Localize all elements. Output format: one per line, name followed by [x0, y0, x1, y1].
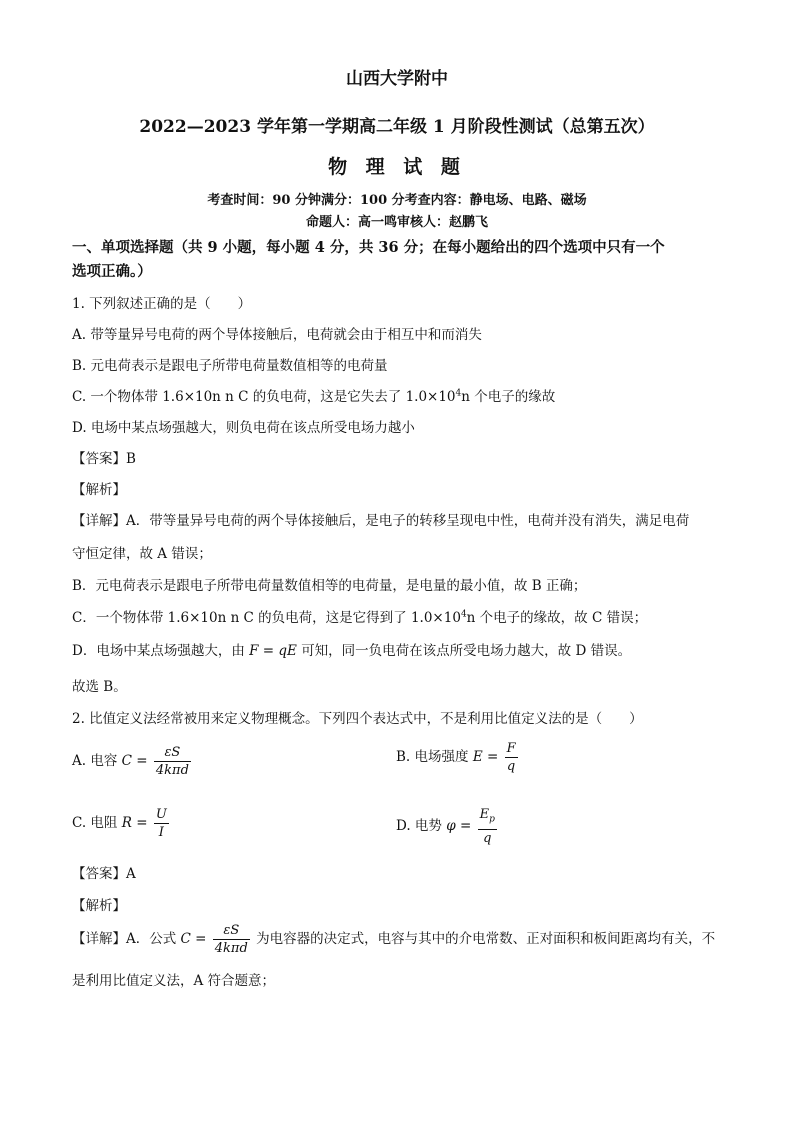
q1-detail-c — [72, 606, 647, 626]
q2-detail-denominator: 4kπd — [214, 941, 248, 956]
exam-title: 2022—2023 学年第一学期高二年级 1 月阶段性测试（总第五次） — [139, 117, 655, 137]
q1-conclusion: 故选 B。 — [72, 679, 127, 695]
q2-detail-suffix: 为电容器的决定式，电容与其中的介电常数、正对面积和板间距离均有关，不 — [256, 931, 716, 947]
q2-option-a-denominator: 4kπd — [155, 763, 189, 778]
q1-option-c-suffix: n 个电子的缘故 — [461, 389, 556, 405]
q1-detail-a-line1: 【详解】A．带等量异号电荷的两个导体接触后，是电子的转移呈现电中性，电荷并没有消失，满足电荷 — [72, 513, 690, 529]
q2-option-b-fraction — [505, 740, 518, 775]
q1-option-a: A. 带等量异号电荷的两个导体接触后，电荷就会由于相互中和而消失 — [72, 327, 482, 343]
q1-option-c-exponent: 4 — [455, 388, 462, 399]
q1-detail-c-suffix: n 个电子的缘故，故 C 错误； — [466, 610, 648, 626]
q1-detail-d-formula: F = qE — [249, 643, 297, 659]
q2-detail-lhs: C = — [180, 931, 207, 947]
q2-detail-line2: 是利用比值定义法，A 符合题意； — [72, 973, 276, 989]
q1-detail-b: B．元电荷表示是跟电子所带电荷量数值相等的电荷量，是电量的最小值，故 B 正确； — [72, 578, 587, 594]
q2-detail-numerator: εS — [213, 922, 250, 940]
q1-detail-d — [72, 639, 631, 659]
q2-option-c-denominator: I — [158, 825, 164, 840]
exam-meta-line1: 考查时间：90 分钟满分：100 分考查内容：静电场、电路、磁场 — [207, 193, 587, 208]
q1-option-b: B. 元电荷表示是跟电子所带电荷量数值相等的电荷量 — [72, 358, 388, 374]
q2-option-c-numerator: U — [155, 807, 167, 822]
q2-option-a-numerator: εS — [154, 744, 191, 762]
section-heading — [72, 236, 732, 284]
section-heading-line2: 选项正确。） — [72, 263, 152, 280]
q2-option-c-fraction — [154, 806, 169, 841]
q2-option-c-lhs: R = — [121, 815, 148, 831]
q2-option-b-denominator: q — [506, 759, 516, 774]
q1-answer: 【答案】B — [72, 451, 136, 467]
q2-detail-line1 — [72, 922, 715, 957]
q2-option-d-denominator: q — [483, 830, 492, 846]
school-name: 山西大学附中 — [346, 69, 448, 89]
q2-option-d-numerator — [478, 806, 497, 830]
subject-title: 物 理 试 题 — [328, 156, 466, 178]
section-heading-line1: 一、单项选择题（共 9 小题，每小题 4 分，共 36 分；在每小题给出的四个选项中只有一个 — [72, 239, 665, 256]
q2-option-d-label: D. 电势 — [396, 817, 442, 834]
q1-stem: 1. 下列叙述正确的是（ ） — [72, 296, 252, 312]
q2-option-b-numerator: F — [506, 741, 516, 756]
q1-detail-c-prefix: C．一个物体带 1.6×10n n C 的负电荷，这是它得到了 1.0×10 — [72, 610, 461, 626]
exam-meta-line2: 命题人：高一鸣审核人：赵鹏飞 — [305, 215, 488, 230]
q2-option-d-numerator-symbol: E — [479, 807, 490, 822]
q2-detail-prefix: 【详解】A．公式 — [72, 931, 177, 947]
q2-option-a-lhs: C = — [121, 753, 148, 769]
q2-option-c — [72, 806, 171, 841]
q2-stem: 2. 比值定义法经常被用来定义物理概念。下列四个表达式中，不是利用比值定义法的是（ ） — [72, 711, 643, 727]
q1-option-c — [72, 385, 555, 405]
q2-option-d-lhs: φ = — [446, 817, 472, 834]
q2-option-c-label: C. 电阻 — [72, 815, 118, 831]
q2-option-d-fraction — [478, 806, 497, 847]
q1-detail-d-prefix: D．电场中某点场强越大，由 — [72, 643, 245, 659]
q1-option-c-prefix: C. 一个物体带 1.6×10n n C 的负电荷，这是它失去了 1.0×10 — [72, 389, 456, 405]
q2-detail-fraction — [213, 922, 250, 957]
q1-detail-a-line2: 守恒定律，故 A 错误； — [72, 546, 212, 562]
q2-answer: 【答案】A — [72, 866, 136, 882]
q2-option-a-label: A. 电容 — [72, 753, 118, 769]
q2-option-b-label: B. 电场强度 — [396, 749, 469, 765]
q2-option-b-lhs: E = — [472, 749, 499, 765]
q1-option-d: D. 电场中某点场强越大，则负电荷在该点所受电场力越小 — [72, 420, 415, 436]
q2-analysis-label: 【解析】 — [72, 898, 126, 914]
q1-detail-c-exponent: 4 — [460, 609, 467, 620]
q2-option-b — [396, 740, 520, 775]
q1-detail-d-suffix: 可知，同一负电荷在该点所受电场力越大，故 D 错误。 — [301, 643, 632, 659]
q1-analysis-label: 【解析】 — [72, 482, 126, 498]
q2-option-d — [396, 806, 499, 847]
q2-option-a — [72, 744, 193, 779]
q2-option-a-fraction — [154, 744, 191, 779]
q2-option-d-numerator-subscript: p — [489, 814, 495, 825]
